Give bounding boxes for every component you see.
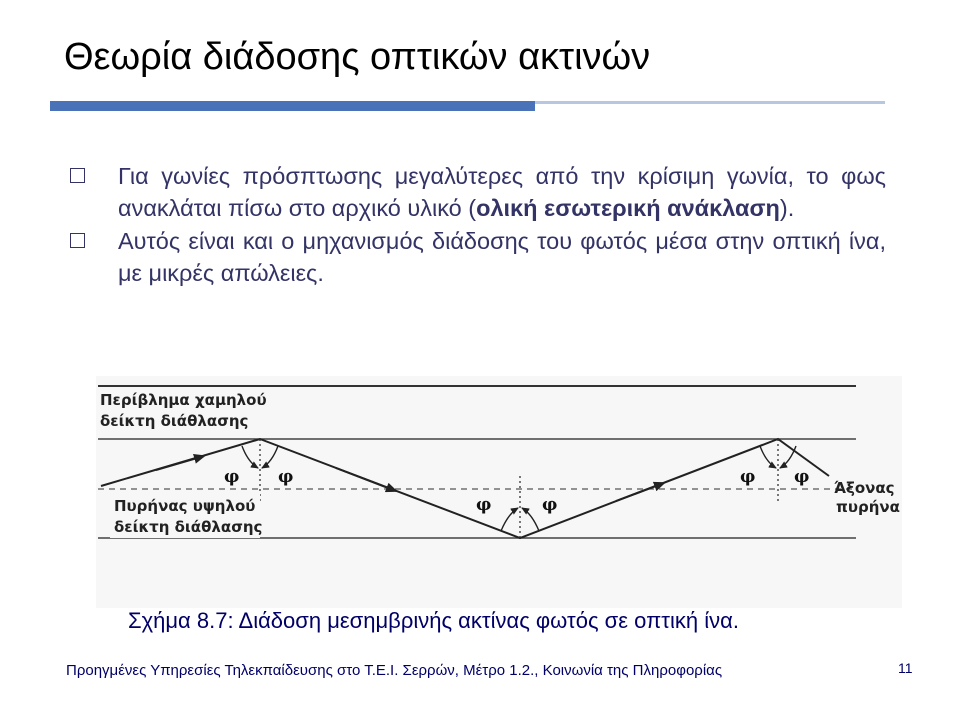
bullet-text-end: ). <box>779 195 795 221</box>
bullet-text: Αυτός είναι και ο μηχανισμός διάδοσης του φωτός μέσα στην οπτική ίνα, με μικρές απώλειες. <box>118 228 886 286</box>
bullet-square-icon <box>70 168 85 183</box>
bullet-text: Για γωνίες πρόσπτωσης μεγαλύτερες από την κρίσιμη γωνία, το φως ανακλάται πίσω στο αρχικό υλικό ( <box>118 163 886 221</box>
slide-title: Θεωρία διάδοσης οπτικών ακτινών <box>64 36 651 78</box>
bullet-list <box>66 160 886 290</box>
angle-label: φ <box>794 467 810 487</box>
figure-caption <box>128 608 739 634</box>
bullet-item <box>66 160 886 224</box>
caption-text: Διάδοση μεσημβρινής ακτίνας φωτός σε οπτική ίνα. <box>233 608 739 633</box>
page-number: 11 <box>898 660 913 676</box>
slide-footer: Προηγμένες Υπηρεσίες Τηλεκπαίδευσης στο Τ.Ε.Ι. Σερρών, Μέτρο 1.2., Κοινωνία της Πληροφορίας <box>66 662 723 679</box>
core-label: δείκτη διάθλασης <box>114 518 263 536</box>
cladding-label: δείκτη διάθλασης <box>100 412 249 430</box>
axis-label: Άξονας <box>834 479 895 497</box>
caption-number: Σχήμα 8.7: <box>128 608 234 633</box>
angle-label: φ <box>224 467 240 487</box>
fiber-propagation-diagram <box>96 376 902 608</box>
core-label: Πυρήνας υψηλού <box>114 497 256 515</box>
angle-label: φ <box>542 495 558 515</box>
angle-label: φ <box>476 495 492 515</box>
title-underline-bar <box>50 101 535 111</box>
cladding-label: Περίβλημα χαμηλού <box>100 391 267 409</box>
bullet-bold-term: ολική εσωτερική ανάκλαση <box>476 195 780 221</box>
bullet-item <box>66 225 886 289</box>
bullet-square-icon <box>70 233 85 248</box>
title-underline-thin <box>535 101 885 104</box>
axis-label: πυρήνα <box>836 498 900 516</box>
angle-label: φ <box>740 467 756 487</box>
angle-label: φ <box>278 467 294 487</box>
